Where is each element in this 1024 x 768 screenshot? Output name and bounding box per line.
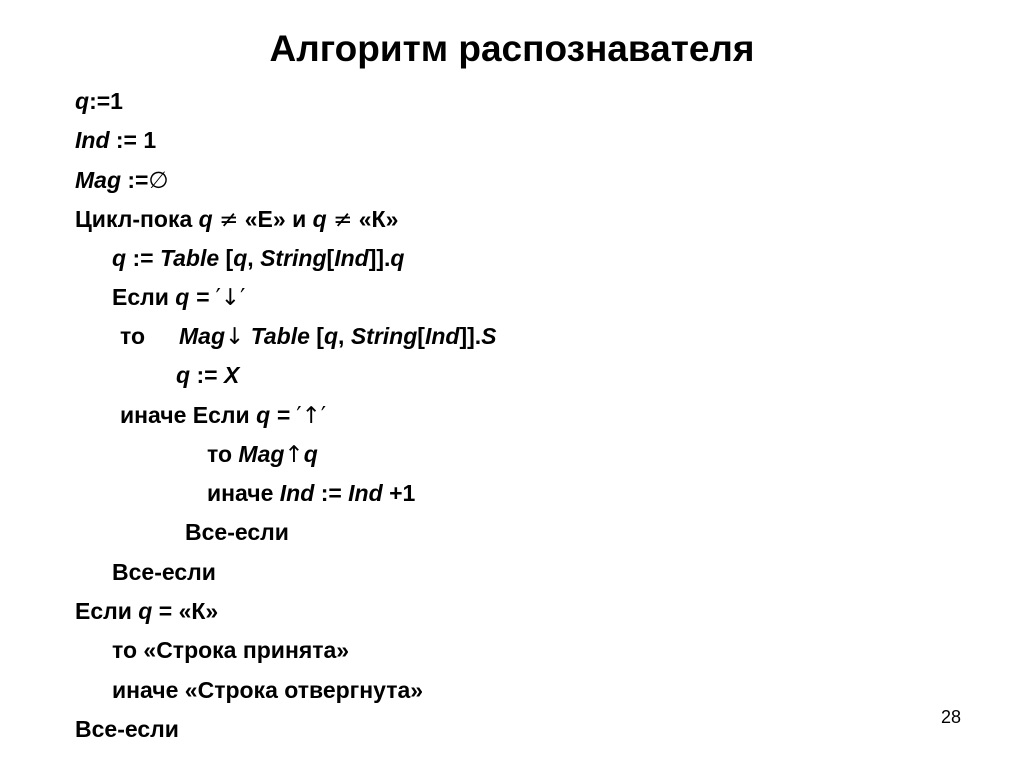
empty-set-symbol: ∅ (148, 168, 169, 194)
code-line-6: Если q = ′↓′ (112, 284, 246, 311)
code-line-17: Все-если (75, 716, 179, 742)
down-arrow-icon: ↓ (220, 285, 241, 311)
code-line-9: иначе Если q = ′↑′ (120, 402, 327, 429)
code-line-11: иначе Ind := Ind +1 (207, 480, 416, 506)
up-arrow-icon: ↑ (284, 442, 304, 468)
code-line-8: q := X (176, 362, 240, 388)
code-line-14: Если q = «К» (75, 598, 219, 624)
code-line-7: то Mag↓ Table [q, String[Ind]].S (120, 323, 497, 350)
code-line-10: то Mag↑q (207, 441, 318, 468)
up-arrow-icon: ↑ (301, 403, 321, 429)
code-line-3: Mag :=∅ (75, 167, 169, 194)
code-line-2: Ind := 1 (75, 127, 157, 153)
code-line-13: Все-если (112, 559, 216, 585)
code-line-15: то «Строка принята» (112, 637, 350, 663)
code-line-12: Все-если (185, 519, 289, 545)
down-arrow-icon: ↓ (225, 324, 245, 350)
code-line-1: q:=1 (75, 88, 123, 114)
code-line-5: q := Table [q, String[Ind]].q (112, 245, 405, 271)
code-line-16: иначе «Строка отвергнута» (112, 677, 424, 703)
code-line-4: Цикл-пока q ≠ «Е» и q ≠ «К» (75, 206, 399, 233)
page-title: Алгоритм распознавателя (269, 28, 755, 69)
page-number: 28 (941, 707, 962, 727)
